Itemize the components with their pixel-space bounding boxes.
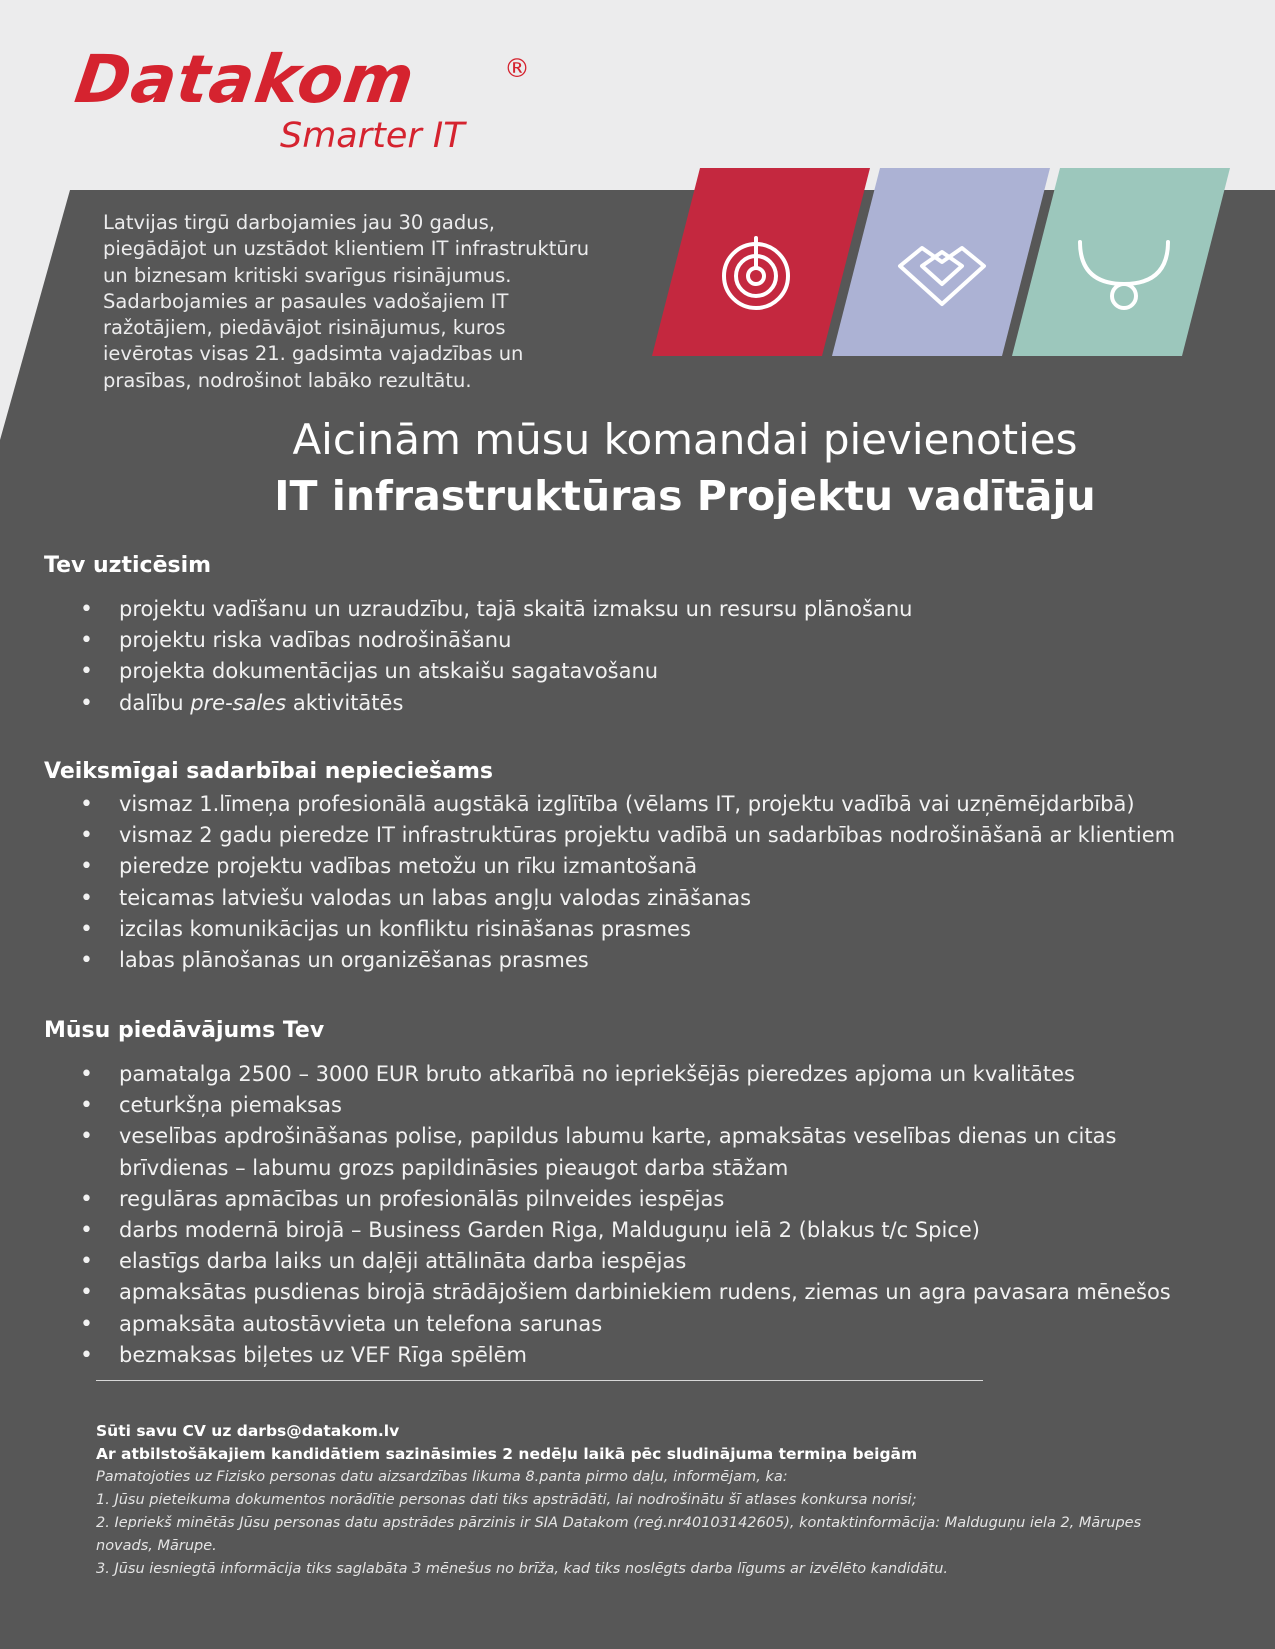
item-text: aktivitātēs: [286, 690, 404, 715]
legal-note: 3. Jūsu iesniegtā informācija tiks saglabāta 3 mēnešus no brīža, kad tiks noslēgts darba līgums ar izvēlēto kandidātu.: [96, 1561, 949, 1577]
list-item: • projektu vadīšanu un uzraudzību, tajā skaitā izmaksu un resursu plānošanu: [44, 594, 1224, 625]
footer: [96, 1420, 1196, 1581]
list-item: • ceturkšņa piemaksas: [44, 1090, 1224, 1121]
tile-mint: [1012, 168, 1230, 356]
list-item: • darbs modernā birojā – Business Garden Riga, Malduguņu ielā 2 (blakus t/c Spice): [44, 1215, 1224, 1246]
intro-line: prasības, nodrošinot labāko rezultātu.: [103, 368, 472, 392]
list-item: [44, 688, 1224, 719]
registered-mark: ®: [504, 54, 530, 84]
list-item: • teicamas latviešu valodas un labas angļu valodas zināšanas: [44, 883, 1224, 914]
item-italic-text: pre-sales: [190, 690, 287, 715]
section-title: Tev uzticēsim: [44, 553, 212, 578]
section-offer: [44, 1016, 1224, 1371]
list-item: • pieredze projektu vadības metožu un rīku izmantošanā: [44, 851, 1224, 882]
intro-line: ievērotas visas 21. gadsimta vajadzības un: [103, 342, 524, 366]
list-item: • projektu riska vadības nodrošināšanu: [44, 625, 1224, 656]
logo-tagline: Smarter IT: [280, 116, 465, 156]
tile-red: [652, 168, 870, 356]
intro-line: un biznesam kritiski svarīgus risinājumus.: [103, 263, 512, 287]
list-item: • vismaz 1.līmeņa profesionālā augstākā izglītība (vēlams IT, projektu vadībā vai uzņēmējdarbībā): [44, 789, 1224, 820]
list-item: • apmaksāta autostāvvieta un telefona sarunas: [44, 1309, 1224, 1340]
legal-note: 2. Iepriekš minētās Jūsu personas datu apstrādes pārzinis ir SIA Datakom (reģ.nr40103142605), kontaktinformācija: Malduguņu iela 2, Mārupes novads, Mārupe.: [96, 1515, 1142, 1554]
list-item: • pamatalga 2500 – 3000 EUR bruto atkarībā no iepriekšējās pieredzes apjoma un kvalitātes: [44, 1059, 1224, 1090]
list-item: • veselības apdrošināšanas polise, papildus labumu karte, apmaksātas veselības dienas un citas brīvdienas – labumu grozs papildināsies pieaugot darba stāžam: [44, 1121, 1164, 1183]
job-title: IT infrastruktūras Projektu vadītāju: [274, 472, 1096, 520]
headline-invitation: Aicinām mūsu komandai pievienoties: [292, 415, 1078, 464]
list-item: • apmaksātas pusdienas birojā strādājošiem darbiniekiem rudens, ziemas un agra pavasara mēnešos: [44, 1277, 1224, 1308]
requirements-list: [44, 789, 1224, 976]
list-item: • izcilas komunikācijas un konfliktu risināšanas prasmes: [44, 914, 1224, 945]
legal-note: Pamatojoties uz Fizisko personas datu aizsardzības likuma 8.panta pirmo daļu, informējam, ka:: [96, 1469, 788, 1485]
offer-list: [44, 1059, 1224, 1371]
section-divider: [96, 1380, 983, 1381]
intro-line: Sadarbojamies ar pasaules vadošajiem IT: [103, 289, 509, 313]
list-item: • bezmaksas biļetes uz VEF Rīga spēlēm: [44, 1340, 1224, 1371]
section-title: Mūsu piedāvājums Tev: [44, 1018, 325, 1043]
cv-instruction: Sūti savu CV uz darbs@datakom.lv: [96, 1422, 400, 1440]
section-title: Veiksmīgai sadarbībai nepieciešams: [44, 759, 493, 784]
list-item: • vismaz 2 gadu pieredze IT infrastruktūras projektu vadībā un sadarbības nodrošināšanā ar klientiem: [44, 820, 1224, 851]
section-requirements: [44, 757, 1224, 976]
list-item: • labas plānošanas un organizēšanas prasmes: [44, 945, 1224, 976]
legal-note: 1. Jūsu pieteikuma dokumentos norādītie personas dati tiks apstrādāti, lai nodrošinātu šī atlases konkursa norisi;: [96, 1492, 917, 1508]
company-intro: [103, 210, 663, 394]
list-item: • elastīgs darba laiks un daļēji attālināta darba iespējas: [44, 1246, 1224, 1277]
tile-lavender: [832, 168, 1050, 356]
intro-line: ražotājiem, piedāvājot risinājumus, kuros: [103, 316, 506, 340]
section-duties: [44, 551, 1224, 719]
list-item: • projekta dokumentācijas un atskaišu sagatavošanu: [44, 656, 1224, 687]
headline: [180, 412, 1190, 524]
item-text: dalību: [119, 690, 191, 715]
intro-line: Latvijas tirgū darbojamies jau 30 gadus,: [103, 211, 495, 234]
list-item: • regulāras apmācības un profesionālās pilnveides iespējas: [44, 1184, 1224, 1215]
intro-line: piegādājot un uzstādot klientiem IT infrastruktūru: [103, 237, 590, 261]
contact-notice: Ar atbilstošākajiem kandidātiem sazināsimies 2 nedēļu laikā pēc sludinājuma termiņa beigām: [96, 1445, 918, 1463]
duties-list: [44, 594, 1224, 719]
logo-wordmark: Datakom: [70, 41, 420, 118]
